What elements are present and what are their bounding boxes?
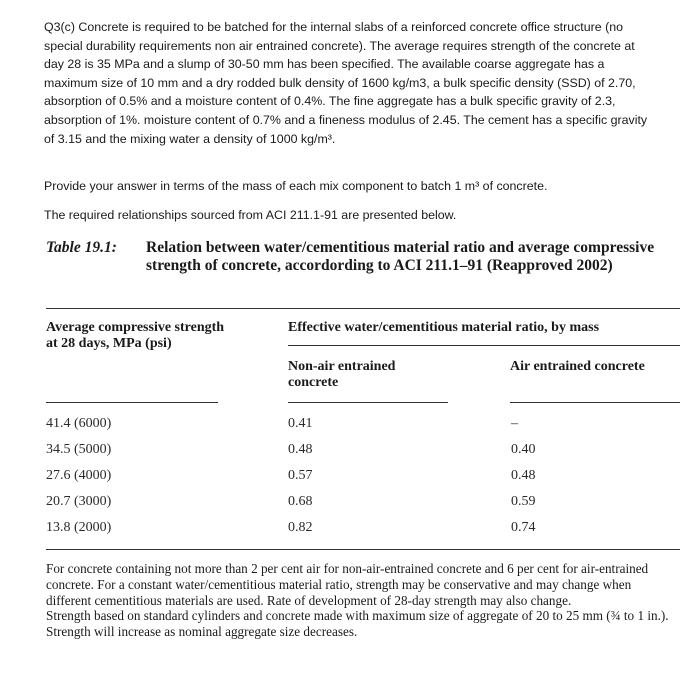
table-row <box>46 494 111 510</box>
header-air: Air entrained concrete <box>510 359 645 374</box>
non-air-cell: 0.48 <box>288 442 313 457</box>
table-row <box>46 442 111 458</box>
table-footnotes <box>46 561 672 640</box>
footnote-2: Strength based on standard cylinders and concrete made with maximum size of aggregate of 20 to 25 mm (¾ to 1 in.). Strength will increase as nominal aggregate size decreases. <box>46 608 669 640</box>
air-cell: 0.74 <box>511 520 536 535</box>
question-text <box>44 18 654 148</box>
table-title: Relation between water/cementitious material ratio and average compressive strength of concrete, accordording to ACI 211.1–91 (Reapproved 2002) <box>146 239 655 274</box>
non-air-cell: 0.82 <box>288 520 313 535</box>
air-cell: 0.48 <box>511 468 536 483</box>
question-instruction: Provide your answer in terms of the mass of each mix component to batch 1 m³ of concrete. <box>44 179 548 193</box>
table-row <box>46 416 111 432</box>
air-cell: 0.40 <box>511 442 536 457</box>
footnote-1: For concrete containing not more than 2 per cent air for non-air-entrained concrete and 6 per cent for air-entrained concrete. For a constant water/cementitious material ratio, strength may be conservative and may change when different cementitious materials are used. Rate of development of 28-day strength may also change. <box>46 561 649 608</box>
column-rule-strength <box>46 402 218 403</box>
strength-cell: 13.8 (2000) <box>46 520 112 535</box>
strength-cell: 20.7 (3000) <box>46 494 112 509</box>
non-air-cell: 0.41 <box>288 416 313 431</box>
header-ratio-group: Effective water/cementitious material ratio, by mass <box>288 320 600 335</box>
table-number: Table 19.1: <box>46 239 117 256</box>
header-non-air: Non-air entrained concrete <box>288 359 396 390</box>
table-row <box>46 520 111 536</box>
strength-cell: 41.4 (6000) <box>46 416 112 431</box>
air-cell: – <box>511 416 518 431</box>
non-air-cell: 0.68 <box>288 494 313 509</box>
strength-cell: 27.6 (4000) <box>46 468 112 483</box>
header-strength: Average compressive strength at 28 days, MPa (psi) <box>46 320 225 351</box>
column-rule-non-air <box>288 402 448 403</box>
column-rule-air <box>510 402 680 403</box>
table-top-rule <box>46 308 680 309</box>
strength-cell: 34.5 (5000) <box>46 442 112 457</box>
table-row <box>46 468 111 484</box>
ratio-group-rule <box>288 345 680 346</box>
question-source-note: The required relationships sourced from ACI 211.1-91 are presented below. <box>44 208 457 222</box>
question-paragraph: Q3(c) Concrete is required to be batched for the internal slabs of a reinforced concrete office structure (no special durability requirements non air entrained concrete). The average requires strength of the concrete at day 28 is 35 MPa and a slump of 30-50 mm has been specified. The available coarse aggregate has a maximum size of 10 mm and a dry rodded bulk density of 1600 kg/m3, a bulk specific density (SSD) of 2.70, absorption of 0.5% and a moisture content of 0.4%. The fine aggregate has a bulk specific gravity of 2.3, absorption of 1%. moisture content of 0.7% and a fineness modulus of 2.45. The cement has a specific gravity of 3.15 and the mixing water a density of 1000 kg/m³. <box>44 20 648 146</box>
table-caption <box>46 239 666 274</box>
table-bottom-rule <box>46 549 680 550</box>
air-cell: 0.59 <box>511 494 536 509</box>
non-air-cell: 0.57 <box>288 468 313 483</box>
